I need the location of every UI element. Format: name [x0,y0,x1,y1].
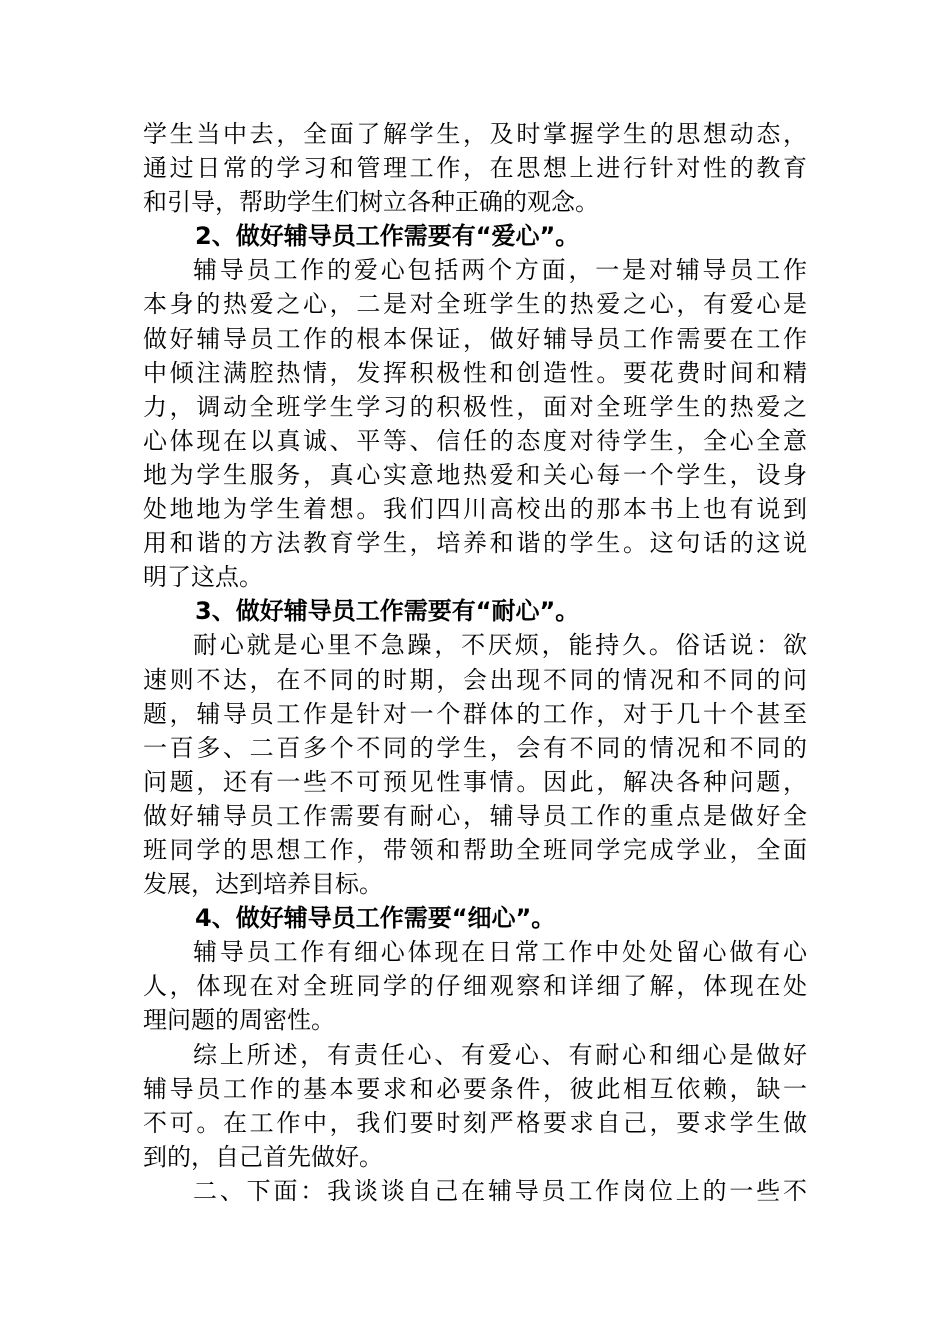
body-line: 通过日常的学习和管理工作，在思想上进行针对性的教育 [143,154,807,183]
body-line: 辅导员工作的基本要求和必要条件，彼此相互依赖，缺一 [143,1074,807,1103]
section-heading-4: 4、做好辅导员工作需要“细心”。 [195,904,556,933]
body-line: 速则不达，在不同的时期，会出现不同的情况和不同的问 [143,665,807,694]
section-heading-3: 3、做好辅导员工作需要有“耐心”。 [195,597,580,626]
paragraph-first-line: 二、下面：我谈谈自己在辅导员工作岗位上的一些不 [193,1176,807,1205]
body-line: 中倾注满腔热情，发挥积极性和创造性。要花费时间和精 [143,358,807,387]
body-line: 做好辅导员工作的根本保证，做好辅导员工作需要在工作 [143,324,807,353]
paragraph-first-line: 辅导员工作有细心体现在日常工作中处处留心做有心 [193,938,807,967]
body-line: 心体现在以真诚、平等、信任的态度对待学生，全心全意 [143,426,807,455]
paragraph-first-line: 耐心就是心里不急躁，不厌烦，能持久。俗话说：欲 [193,631,807,660]
body-line: 做好辅导员工作需要有耐心，辅导员工作的重点是做好全 [143,801,807,830]
body-line: 学生当中去，全面了解学生，及时掌握学生的思想动态， [143,120,807,148]
body-line: 力，调动全班学生学习的积极性，面对全班学生的热爱之 [143,392,807,421]
body-line: 问题，还有一些不可预见性事情。因此，解决各种问题， [143,767,807,796]
body-line: 本身的热爱之心，二是对全班学生的热爱之心，有爱心是 [143,290,807,319]
body-line: 发展，达到培养目标。 [143,870,383,899]
body-line: 和引导，帮助学生们树立各种正确的观念。 [143,188,599,217]
body-line: 地为学生服务，真心实意地热爱和关心每一个学生，设身 [143,460,807,489]
body-line: 不可。在工作中，我们要时刻严格要求自己，要求学生做 [143,1108,807,1137]
body-line: 班同学的思想工作，带领和帮助全班同学完成学业，全面 [143,835,807,864]
body-line: 到的，自己首先做好。 [143,1142,383,1171]
body-line: 一百多、二百多个不同的学生，会有不同的情况和不同的 [143,733,807,762]
body-line: 题，辅导员工作是针对一个群体的工作，对于几十个甚至 [143,699,807,728]
body-line: 人，体现在对全班同学的仔细观察和详细了解，体现在处 [143,972,807,1001]
body-line: 明了这点。 [143,563,263,592]
section-heading-2: 2、做好辅导员工作需要有“爱心”。 [195,222,580,251]
paragraph-first-line: 辅导员工作的爱心包括两个方面，一是对辅导员工作 [193,256,807,285]
body-line: 理问题的周密性。 [143,1006,335,1035]
body-line: 处地地为学生着想。我们四川高校出的那本书上也有说到 [143,495,807,524]
document-page [143,117,807,1208]
paragraph-first-line: 综上所述，有责任心、有爱心、有耐心和细心是做好 [193,1040,807,1069]
body-line: 用和谐的方法教育学生，培养和谐的学生。这句话的这说 [143,529,807,558]
